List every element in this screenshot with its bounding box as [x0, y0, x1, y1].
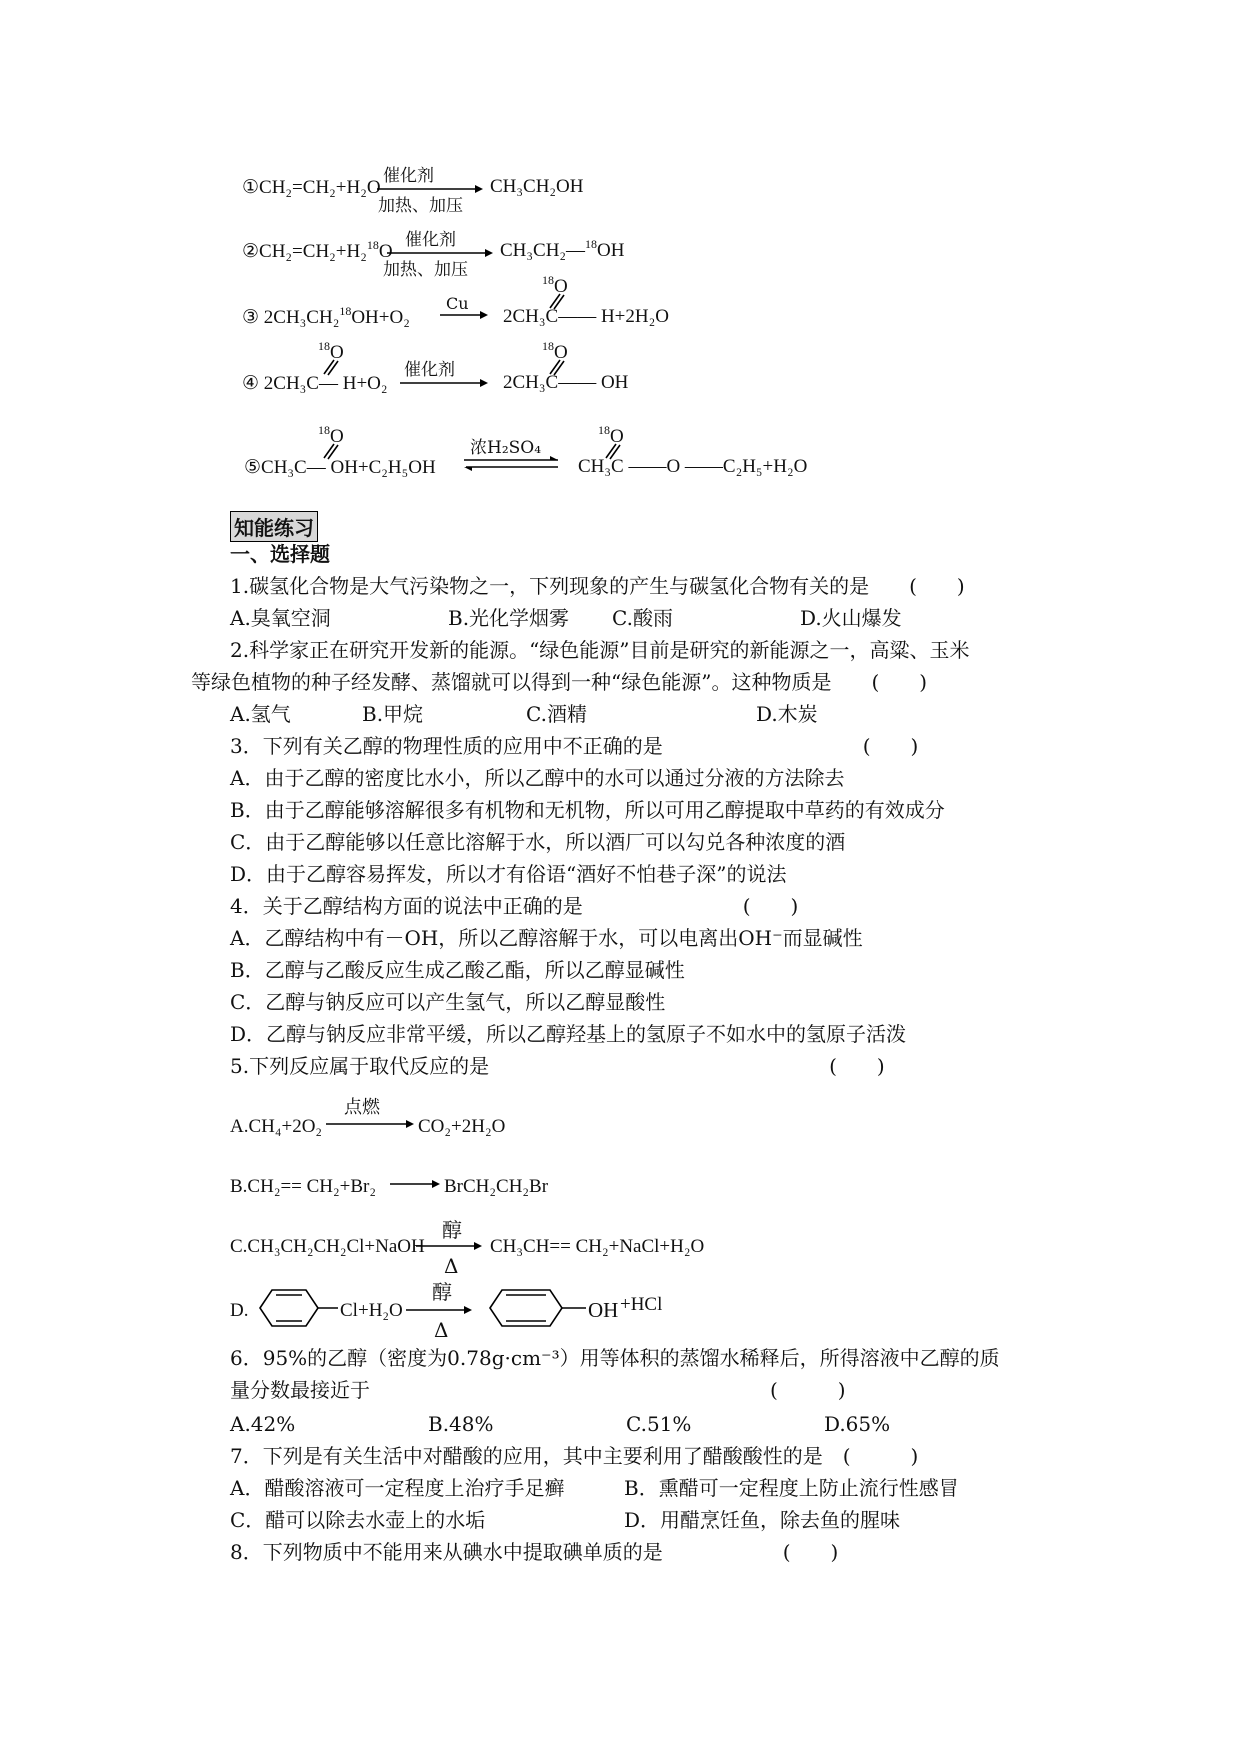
- option-b-product: BrCH₂CH₂Br: [444, 1176, 549, 1197]
- question-8-stem: 8．下列物质中不能用来从碘水中提取碘单质的是 ( ): [230, 1540, 839, 1564]
- question-4-stem: 4．关于乙醇结构方面的说法中正确的是 ( ): [230, 894, 799, 918]
- reaction-3-reactant-a: ③ 2CH₃CH₂: [242, 307, 340, 328]
- option-d-heat: Δ: [434, 1318, 449, 1342]
- reaction-4-reactants: ④ 2CH₃C— H+O₂: [242, 373, 388, 394]
- hydroxyl: OH: [597, 240, 625, 261]
- reaction-2-catalyst: 催化剂: [405, 230, 456, 250]
- question-5-option-b: B.CH₂== CH₂+Br₂: [230, 1176, 376, 1197]
- oxygen-symbol: O: [610, 426, 624, 447]
- question-4-option-b: B．乙醇与乙酸反应生成乙酸乙酯，所以乙醇显碱性: [230, 958, 685, 982]
- option-d-chlorine: Cl: [340, 1300, 358, 1321]
- question-1-option-b: B.光化学烟雾: [448, 606, 570, 630]
- question-3-option-c: C．由于乙醇能够以任意比溶解于水，所以酒厂可以勾兑各种浓度的酒: [230, 830, 846, 854]
- question-6-stem: 6．95%的乙醇（密度为0.78g·cm⁻³）用等体积的蒸馏水稀释后，所得溶液中乙醇的质: [230, 1346, 1000, 1370]
- question-1-option-c: C.酸雨: [612, 606, 673, 630]
- isotope-label: 18: [542, 339, 554, 353]
- reaction-3-reactant-b: OH+O₂: [351, 307, 410, 328]
- reaction-3-catalyst: Cu: [446, 294, 469, 313]
- oxygen-symbol: O: [554, 342, 568, 363]
- question-6-option-b: B.48%: [428, 1412, 494, 1436]
- question-1-option-a: A.臭氧空洞: [230, 606, 331, 630]
- question-1-stem: 1.碳氢化合物是大气污染物之一，下列现象的产生与碳氢化合物有关的是 ( ): [230, 574, 965, 598]
- option-a-product: CO₂+2H₂O: [418, 1116, 506, 1137]
- question-5-option-c: C.CH₃CH₂CH₂Cl+NaOH: [230, 1236, 425, 1257]
- question-2-option-a: A.氢气: [230, 702, 291, 726]
- benzene-ring-icon: [480, 1286, 590, 1330]
- reaction-2-condition: 加热、加压: [383, 260, 468, 280]
- reaction-4-catalyst: 催化剂: [404, 360, 455, 380]
- reaction-3-arrow: [440, 309, 490, 321]
- reaction-4-arrow: [400, 377, 490, 389]
- reaction-2-product-main: CH₃CH₂—: [500, 240, 586, 261]
- option-a-arrow: [326, 1118, 416, 1130]
- question-2-stem-continued: 等绿色植物的种子经发酵、蒸馏就可以得到一种“绿色能源”。这种物质是 ( ): [191, 670, 928, 694]
- option-d-condition: 醇: [432, 1280, 452, 1304]
- reaction-1-condition: 加热、加压: [378, 196, 463, 216]
- question-7-option-a: A．醋酸溶液可一定程度上治疗手足癣: [230, 1476, 565, 1500]
- isotope-label: 18: [366, 238, 379, 252]
- reaction-1-product: CH₃CH₂OH: [490, 176, 584, 197]
- reaction-2-product: [500, 237, 625, 262]
- option-c-condition: 醇: [442, 1218, 462, 1242]
- question-7-option-d: D．用醋烹饪鱼，除去鱼的腥味: [624, 1508, 901, 1532]
- question-7-option-b: B．熏醋可一定程度上防止流行性感冒: [624, 1476, 959, 1500]
- question-3-stem: 3．下列有关乙醇的物理性质的应用中不正确的是 ( ): [230, 734, 919, 758]
- reaction-2-reactants: ②CH₂=CH₂+H₂: [242, 241, 367, 262]
- benzene-ring-icon: [250, 1286, 340, 1330]
- reaction-4-product: 2CH₃C—— OH: [503, 372, 629, 393]
- question-5-option-d: D.: [230, 1300, 249, 1321]
- oxygen-symbol: O: [330, 426, 344, 447]
- oxygen-symbol: O: [554, 276, 568, 297]
- option-d-product: +HCl: [620, 1294, 663, 1315]
- reaction-5-product: CH₃C ——O ——C₂H₅+H₂O: [578, 456, 808, 477]
- reaction-1-catalyst: 催化剂: [383, 166, 434, 186]
- option-a-condition: 点燃: [344, 1097, 380, 1118]
- reaction-3: [242, 306, 410, 329]
- reaction-5-catalyst: 浓H₂SO₄: [470, 438, 542, 458]
- question-7-stem: 7．下列是有关生活中对醋酸的应用，其中主要利用了醋酸酸性的是 ( ): [230, 1444, 919, 1468]
- reaction-1: [242, 176, 381, 199]
- question-2-option-c: C.酒精: [526, 702, 587, 726]
- option-b-arrow: [390, 1178, 442, 1190]
- option-d-hydroxyl: OH: [588, 1298, 619, 1322]
- question-3-option-a: A．由于乙醇的密度比水小，所以乙醇中的水可以通过分液的方法除去: [230, 766, 845, 790]
- question-4-option-c: C．乙醇与钠反应可以产生氢气，所以乙醇显酸性: [230, 990, 666, 1014]
- section-box-title: 知能练习: [230, 511, 318, 542]
- question-6-option-d: D.65%: [824, 1412, 891, 1436]
- question-2-stem: 2.科学家正在研究开发新的能源。“绿色能源”目前是研究的新能源之一，高粱、玉米: [230, 638, 970, 662]
- reaction-3-product: 2CH₃C—— H+2H₂O: [503, 306, 669, 327]
- reaction-5-reactants: ⑤CH₃C— OH+C₂H₅OH: [244, 457, 436, 478]
- oxygen-symbol: O: [378, 241, 393, 262]
- question-6-option-a: A.42%: [230, 1412, 296, 1436]
- reaction-1-reactants: ①CH₂=CH₂+H₂O: [242, 177, 381, 198]
- question-7-option-c: C．醋可以除去水壶上的水垢: [230, 1508, 486, 1532]
- oxygen-symbol: O: [330, 342, 344, 363]
- option-c-product: CH₃CH== CH₂+NaCl+H₂O: [490, 1236, 705, 1257]
- option-d-water: +H₂O: [358, 1300, 403, 1321]
- question-2-option-b: B.甲烷: [362, 702, 424, 726]
- question-4-option-a: A．乙醇结构中有－OH，所以乙醇溶解于水，可以电离出OH⁻而显碱性: [230, 926, 863, 950]
- question-5-option-a: A.CH₄+2O₂: [230, 1116, 323, 1137]
- question-2-option-d: D.木炭: [756, 702, 818, 726]
- question-6-option-c: C.51%: [626, 1412, 692, 1436]
- isotope-label: 18: [339, 304, 352, 318]
- isotope-label: 18: [585, 237, 598, 251]
- question-1-option-d: D.火山爆发: [800, 606, 902, 630]
- question-3-option-b: B．由于乙醇能够溶解很多有机物和无机物，所以可用乙醇提取中草药的有效成分: [230, 798, 945, 822]
- isotope-label: 18: [542, 273, 554, 287]
- question-6-stem-continued: 量分数最接近于 ( ): [230, 1378, 846, 1402]
- option-c-heat: Δ: [444, 1254, 459, 1278]
- isotope-label: 18: [318, 339, 330, 353]
- question-4-option-d: D．乙醇与钠反应非常平缓，所以乙醇羟基上的氢原子不如水中的氢原子活泼: [230, 1022, 907, 1046]
- isotope-label: 18: [598, 423, 610, 437]
- question-5-stem: 5.下列反应属于取代反应的是 ( ): [230, 1054, 885, 1078]
- section-subtitle: 一、选择题: [230, 542, 330, 566]
- isotope-label: 18: [318, 423, 330, 437]
- reversible-arrow-icon: [462, 455, 562, 473]
- reaction-2: [242, 240, 393, 263]
- question-3-option-d: D．由于乙醇容易挥发，所以才有俗语“酒好不怕巷子深”的说法: [230, 862, 787, 886]
